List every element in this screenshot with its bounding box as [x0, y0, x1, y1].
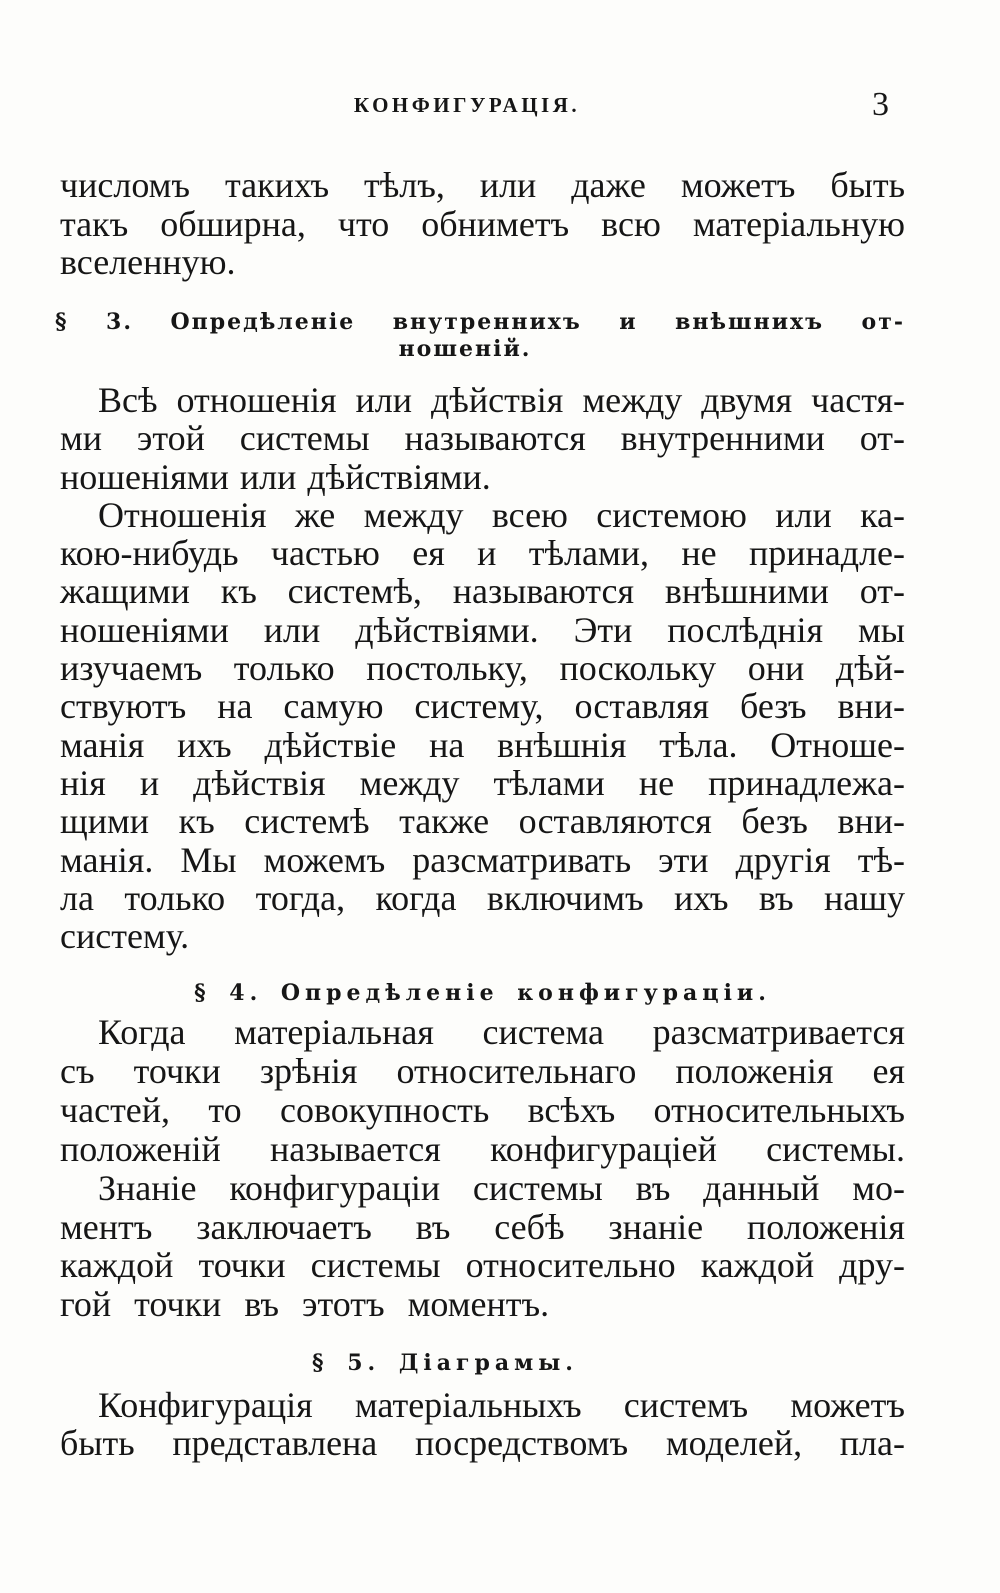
text-line: щими къ системѣ также оставляются безъ вни- [60, 801, 905, 842]
section-body [60, 381, 905, 955]
text-line: систему. [60, 916, 190, 957]
section-body [60, 1013, 905, 1324]
text-line: Когда матеріальная система разсматривается [98, 1012, 905, 1052]
text-line: ствуютъ на самую систему, оставляя безъ вни- [60, 686, 905, 727]
section-heading [60, 1348, 830, 1378]
paragraph [60, 1169, 905, 1325]
text-line: ношеніями или дѣйствіями. Эти послѣднія мы [60, 609, 905, 650]
text-line: Знаніе конфигураціи системы въ данный мо- [98, 1167, 905, 1208]
text-line: частей, то совокупность всѣхъ относительныхъ [60, 1089, 905, 1130]
text-line: ношеніями или дѣйствіями. [60, 456, 491, 497]
text-line: ментъ заключаетъ въ себѣ знаніе положенія [60, 1206, 905, 1247]
text-line: нія и дѣйствія между тѣлами не принадлежа- [60, 762, 905, 803]
section-heading [55, 309, 905, 363]
text-line: быть представлена посредствомъ моделей, пла- [60, 1423, 905, 1463]
text-line: изучаемъ только постольку, поскольку они дѣй- [60, 648, 905, 689]
section-heading-line: § 5. Діаграмы. [312, 1350, 578, 1376]
paragraph [60, 1386, 905, 1462]
text-line: жащими къ системѣ, называются внѣшними от- [60, 571, 905, 612]
text-line: Всѣ отношенія или дѣйствія между двумя частя- [98, 380, 905, 420]
text-line: числомъ такихъ тѣлъ, или даже можетъ быть [60, 165, 905, 205]
text-line: манія. Мы можемъ разсматривать эти другія тѣ- [60, 839, 905, 880]
text-line: Отношенія же между всею системою или ка- [98, 494, 905, 535]
text-line: гой точки въ этотъ моментъ. [60, 1284, 550, 1325]
text-line: ми этой системы называются внутренними от- [60, 418, 905, 459]
text-line: кою-нибудь частью ея и тѣлами, не принадле- [60, 533, 905, 574]
paragraph [60, 496, 905, 956]
text-line: такъ обширна, что обниметъ всю матеріальную [60, 203, 905, 244]
section-heading [60, 978, 905, 1008]
text-line: Конфигурація матеріальныхъ системъ можетъ [98, 1385, 905, 1425]
text-line: каждой точки системы относительно каждой дру- [60, 1245, 905, 1286]
paragraph [60, 381, 905, 496]
text-line: манія ихъ дѣйствіе на внѣшнія тѣла. Отноше- [60, 724, 905, 765]
section-body [60, 1386, 905, 1462]
section-heading-line: § 4. Опредѣленіе конфигураціи. [194, 980, 771, 1006]
running-head-title: КОНФИГУРАЦІЯ. [353, 93, 581, 117]
text-line: положеній называется конфигураціей системы. [60, 1128, 905, 1169]
page-number: 3 [872, 86, 889, 123]
text-line: ла только тогда, когда включимъ ихъ въ нашу [60, 877, 905, 918]
text-line: вселенную. [60, 242, 236, 282]
paragraph [60, 1013, 905, 1169]
text-line: съ точки зрѣнія относительнаго положенія ея [60, 1050, 905, 1091]
section-heading-line: § 3. Опредѣленіе внутреннихъ и внѣшнихъ от- [55, 309, 905, 335]
section-heading-line: ношеній. [398, 336, 532, 362]
paragraph [60, 166, 905, 282]
